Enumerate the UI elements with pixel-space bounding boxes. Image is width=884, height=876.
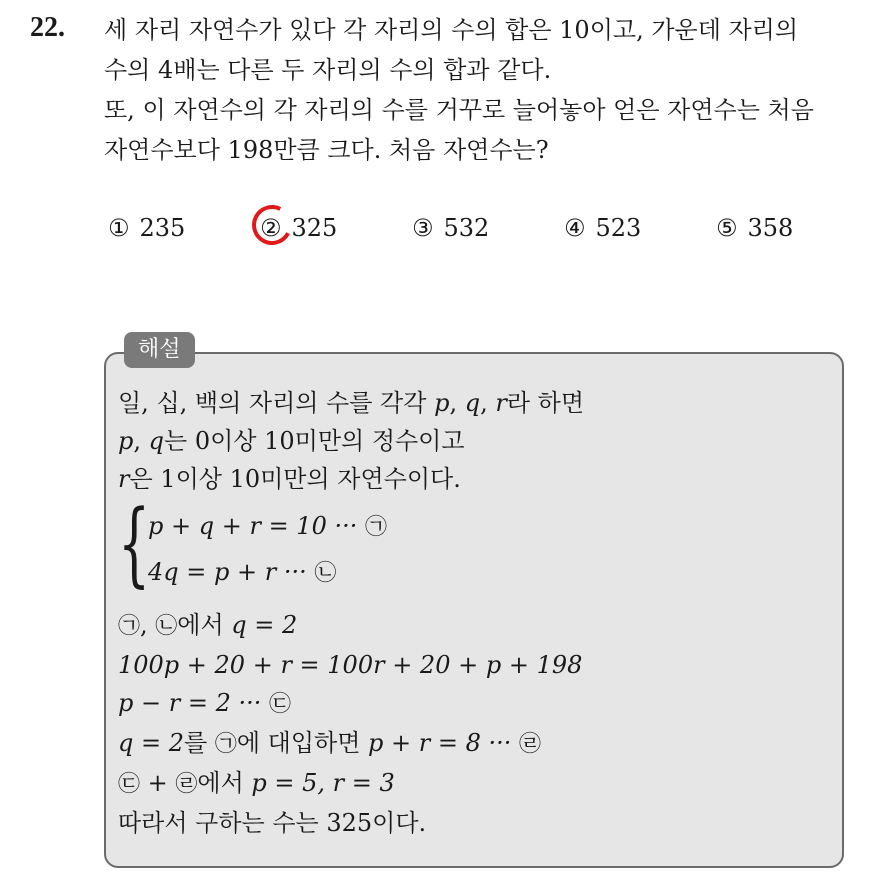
left-brace: {: [118, 490, 151, 597]
var-p: p: [118, 427, 134, 455]
solution-line-6: [118, 684, 838, 724]
choice-mark: ④: [564, 214, 586, 242]
solution-line-1: [118, 384, 838, 422]
choice-mark: ②: [260, 214, 282, 242]
solution-line-4: [118, 606, 838, 646]
equation-1: [148, 504, 838, 550]
equation: q = 2: [118, 729, 184, 757]
answer-circle-mark: [247, 200, 297, 250]
equation: p + r = 8 ···: [368, 729, 512, 757]
text: 일, 십, 백의 자리의 수를 각각: [118, 389, 435, 417]
solution-line-7: [118, 724, 838, 764]
choice-value: 325: [291, 214, 338, 242]
var-q: q: [148, 427, 165, 455]
choice-2[interactable]: [260, 214, 337, 242]
comma: ,: [480, 389, 496, 417]
choice-mark: ①: [108, 214, 130, 242]
text: 에 대입하면: [236, 729, 369, 757]
choice-3[interactable]: [412, 214, 489, 242]
circled-label: ㉠: [118, 614, 141, 639]
solution-tab: 해설: [124, 332, 195, 368]
text: 는 0이상 10미만의 정수이고: [164, 427, 465, 455]
circled-label: ㉠: [214, 732, 237, 757]
question-text: [104, 10, 864, 170]
equation: p − r = 2 ···: [118, 689, 262, 717]
question-line: 또, 이 자연수의 각 자리의 수를 거꾸로 늘어놓아 얻은 자연수는 처음: [104, 96, 814, 124]
choice-value: 523: [595, 214, 642, 242]
text: 에서: [177, 611, 232, 639]
solution-line-5: 100p + 20 + r = 100r + 20 + p + 198: [118, 651, 583, 679]
circled-label: ㉡: [314, 561, 337, 586]
solution-line-9: 따라서 구하는 수는 325이다.: [118, 809, 427, 837]
choice-value: 532: [443, 214, 490, 242]
equation: p = 5, r = 3: [251, 769, 395, 797]
var-r: r: [118, 465, 130, 493]
solution-line-8: [118, 764, 838, 804]
plus: +: [140, 769, 176, 797]
circled-label: ㉢: [269, 692, 292, 717]
circled-label: ㉣: [175, 772, 198, 797]
circled-label: ㉣: [519, 732, 542, 757]
equation: q = 2: [231, 611, 298, 639]
text: 를: [184, 729, 215, 757]
text: 라 하면: [506, 389, 585, 417]
circled-label: ㉠: [365, 515, 388, 540]
choice-mark: ③: [412, 214, 434, 242]
comma: ,: [140, 611, 156, 639]
comma: ,: [133, 427, 149, 455]
var-p: p: [434, 389, 450, 417]
equation-2: [148, 550, 838, 596]
circled-label: ㉡: [155, 614, 178, 639]
choice-value: 358: [747, 214, 794, 242]
answer-choices: [108, 214, 808, 254]
var-r: r: [495, 389, 507, 417]
text: 은 1이상 10미만의 자연수이다.: [129, 465, 461, 493]
equation-text: p + q + r = 10 ···: [148, 512, 358, 540]
equation-text: 4q = p + r ···: [148, 558, 307, 586]
question-line: 자연수보다 198만큼 크다. 처음 자연수는?: [104, 136, 549, 164]
choice-mark: ⑤: [716, 214, 738, 242]
choice-4[interactable]: [564, 214, 641, 242]
choice-5[interactable]: [716, 214, 793, 242]
solution-line-2: [118, 422, 838, 460]
question-line: 세 자리 자연수가 있다 각 자리의 수의 합은 10이고, 가운데 자리의: [104, 16, 799, 44]
text: 에서: [197, 769, 252, 797]
choice-value: 235: [139, 214, 186, 242]
question-number: 22.: [30, 12, 65, 43]
solution-line-3: [118, 460, 838, 498]
question-line: 수의 4배는 다른 두 자리의 수의 합과 같다.: [104, 56, 552, 84]
choice-1[interactable]: [108, 214, 185, 242]
var-q: q: [464, 389, 481, 417]
equation-system: [118, 490, 838, 597]
comma: ,: [449, 389, 465, 417]
solution-text: [118, 384, 838, 842]
circled-label: ㉢: [118, 772, 141, 797]
